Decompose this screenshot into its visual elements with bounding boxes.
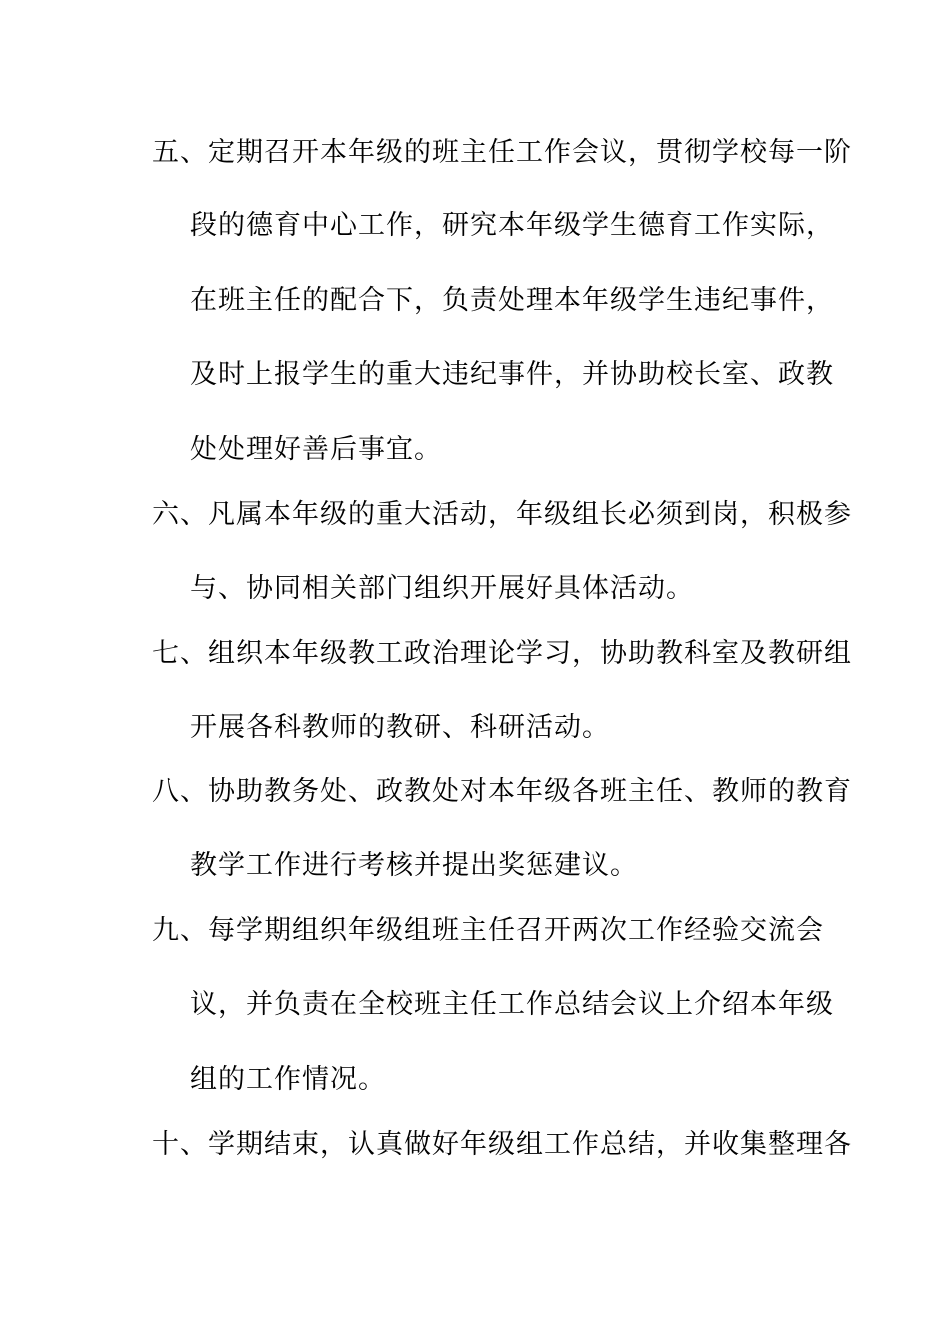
- item-7-line-2: 开展各科教师的教研、科研活动。: [190, 712, 610, 743]
- item-6-line-1: 六、凡属本年级的重大活动，年级组长必须到岗，积极参: [152, 499, 852, 530]
- item-5-line-2: 段的德育中心工作，研究本年级学生德育工作实际，: [190, 210, 834, 241]
- item-5-line-3: 在班主任的配合下，负责处理本年级学生违纪事件，: [190, 285, 834, 316]
- item-5-line-5: 处处理好善后事宜。: [190, 434, 442, 465]
- item-10-line-1: 十、学期结束，认真做好年级组工作总结，并收集整理各: [152, 1129, 852, 1160]
- item-9-line-3: 组的工作情况。: [190, 1064, 386, 1095]
- item-5-line-4: 及时上报学生的重大违纪事件，并协助校长室、政教: [190, 359, 834, 390]
- item-5-line-1: 五、定期召开本年级的班主任工作会议，贯彻学校每一阶: [152, 137, 852, 168]
- item-9-line-1: 九、每学期组织年级组班主任召开两次工作经验交流会: [152, 915, 824, 946]
- item-7-line-1: 七、组织本年级教工政治理论学习，协助教科室及教研组: [152, 638, 852, 669]
- item-8-line-2: 教学工作进行考核并提出奖惩建议。: [190, 850, 638, 881]
- item-8-line-1: 八、协助教务处、政教处对本年级各班主任、教师的教育: [152, 776, 852, 807]
- item-9-line-2: 议，并负责在全校班主任工作总结会议上介绍本年级: [190, 989, 834, 1020]
- item-6-line-2: 与、协同相关部门组织开展好具体活动。: [190, 573, 694, 604]
